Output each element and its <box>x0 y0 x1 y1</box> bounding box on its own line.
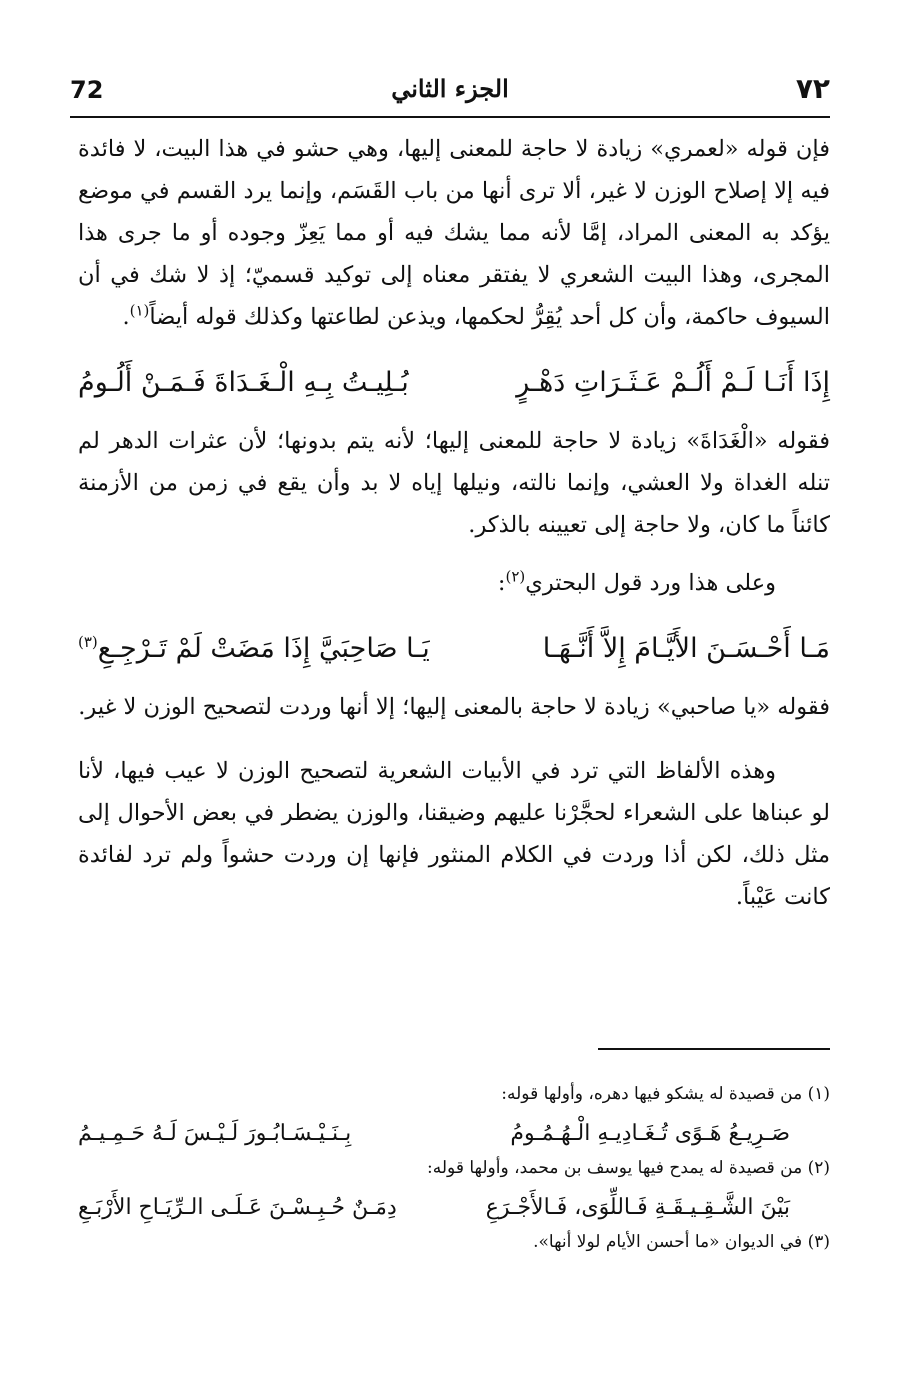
paragraph-end: . <box>122 304 130 330</box>
header-rule <box>70 116 830 118</box>
page-header <box>70 70 830 114</box>
verse-first-hemistich: بَيْنَ الشَّـقِـيـقَـةِ فَـاللِّوَى، فَـالأَجْـرَعِ <box>485 1195 790 1220</box>
verse-second-hemistich: بُـلِيـتُ بِـهِ الْـغَـدَاةَ فَـمَـنْ أَلُـومُ <box>78 367 409 398</box>
verse <box>78 356 830 410</box>
hemistich-text: يَـا صَاحِبَيَّ إِذَا مَضَتْ لَمْ تَـرْجِـعِ <box>97 633 430 664</box>
page-number-arabic: ٧٢ <box>795 72 830 105</box>
footnote-ref: (٣) <box>78 633 98 651</box>
footnote-rule <box>598 1048 830 1050</box>
footnote-3: (٣) في الديوان «ما أحسن الأيام لولا أنها». <box>533 1232 830 1252</box>
paragraph: وهذه الألفاظ التي ترد في الأبيات الشعرية لتصحيح الوزن لا عيب فيها، لأنا لو عبناها على الشعراء لحجَّرْنا عليهم وضيقنا، والوزن يضطر في بعض الأحوال إلى مثل ذلك، لكن أذا وردت في الكلام المنثور فإنها إن وردت حشواً ولم ترد لفائدة كانت عَيْباً. <box>78 758 830 910</box>
paragraph: فقوله «الْغَدَاةَ» زيادة لا حاجة للمعنى إليها؛ لأنه يتم بدونها؛ لأن عثرات الدهر لم تنله الغداة ولا العشي، وإنما نالته، ونيلها إياه لا بد وأن يقع في زمن من الأزمنة كائناً ما كان، ولا حاجة إلى تعيينه بالذكر. <box>78 428 830 538</box>
main-text <box>78 128 830 918</box>
paragraph-text: وعلى هذا ورد قول البحتري <box>525 570 776 596</box>
page-number-latin: 72 <box>70 76 104 104</box>
verse-second-hemistich: بِـنَـيْـسَـابُـورَ لَـيْـسَ لَـهُ حَـمِـيـمُ <box>78 1121 352 1146</box>
paragraph <box>78 562 830 604</box>
footnote-ref: (٢) <box>505 567 526 586</box>
footnotes <box>78 1080 830 1256</box>
paragraph: فقوله «يا صاحبي» زيادة لا حاجة بالمعنى إليها؛ إلا أنها وردت لتصحيح الوزن لا غير. <box>78 694 830 720</box>
verse-second-hemistich <box>78 622 430 676</box>
footnote-verse <box>78 1114 830 1154</box>
paragraph-end: : <box>497 570 506 596</box>
running-title: الجزء الثاني <box>391 74 509 103</box>
verse <box>78 622 830 676</box>
verse-first-hemistich: إِذَا أَنَـا لَـمْ أَلُـمْ عَـثَـرَاتِ دَهْـرٍ <box>516 367 830 398</box>
paragraph-text: فإن قوله «لعمري» زيادة لا حاجة للمعنى إليها، وهي حشو في هذا البيت، لا فائدة فيه إلا إصلاح الوزن لا غير، ألا ترى أنها من باب القَسَم، وإنما يرد القسم في موضع يؤكد به المعنى المراد، إمَّا لأنه مما يشك فيه أو مما يَعِزّ وجوده أو ما جرى هذا المجرى، وهذا البيت الشعري لا يفتقر معناه إلى توكيد قسميّ؛ إذ لا شك في أن السيوف حاكمة، وأن كل أحد يُقِرُّ لحكمها، ويذعن لطاعتها وكذلك قوله أيضاً <box>78 136 830 330</box>
footnote-1: (١) من قصيدة له يشكو فيها دهره، وأولها قوله: <box>501 1084 830 1104</box>
verse-first-hemistich: صَـرِيـعُ هَـوًى تُـغَـادِيـهِ الْـهُـمُـومُ <box>510 1121 790 1146</box>
verse-first-hemistich: مَـا أَحْـسَـنَ الأَيَّـامَ إِلاَّ أَنَّـهَـا <box>542 633 830 664</box>
footnote-verse <box>78 1188 830 1228</box>
footnote-2: (٢) من قصيدة له يمدح فيها يوسف بن محمد، وأولها قوله: <box>427 1158 830 1178</box>
footnote-ref: (١) <box>129 301 150 320</box>
paragraph <box>78 128 830 338</box>
verse-second-hemistich: دِمَـنٌ حُـبِـسْـنَ عَـلَـى الـرِّيَـاحِ الأَرْبَـعِ <box>78 1195 397 1220</box>
